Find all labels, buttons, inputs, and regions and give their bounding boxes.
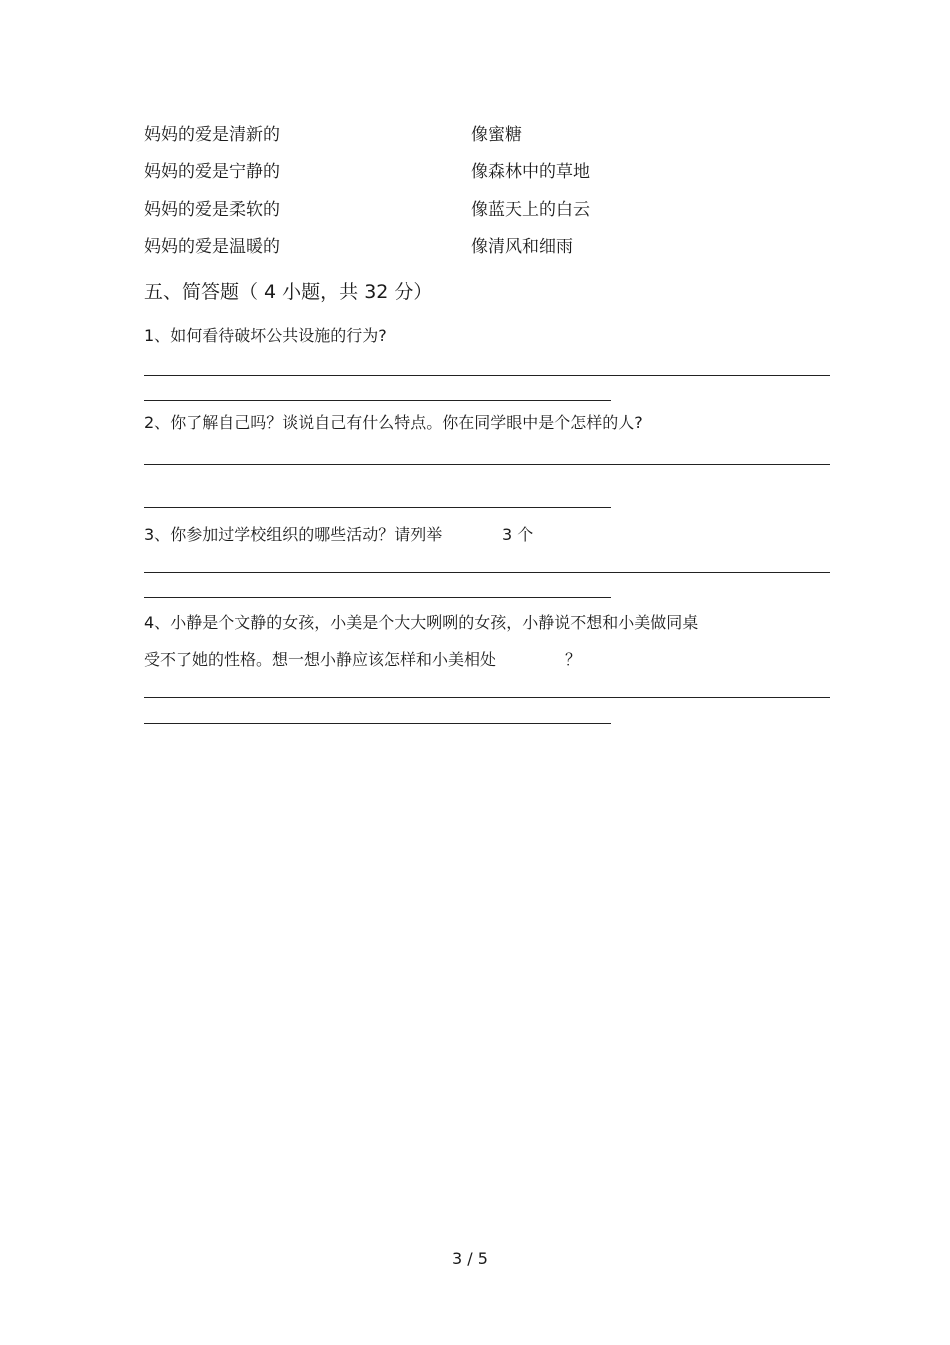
match-left-2: 妈妈的爱是宁静的 — [144, 162, 280, 182]
section-title: 五、简答题（ 4 小题，共 32 分） — [144, 281, 433, 303]
question-4-line2: 受不了她的性格。想一想小静应该怎样和小美相处 — [144, 650, 497, 669]
answer-line-3b — [144, 597, 611, 598]
question-4-text: 小静是个文静的女孩，小美是个大大咧咧的女孩，小静说不想和小美做同桌 — [170, 613, 699, 632]
question-3-text: 你参加过学校组织的哪些活动？请列举 — [170, 525, 443, 544]
match-right-2: 像森林中的草地 — [471, 162, 590, 182]
answer-line-2a — [144, 464, 830, 465]
page-number: 3 / 5 — [452, 1249, 488, 1268]
match-right-4: 像清风和细雨 — [471, 237, 573, 257]
answer-line-4a — [144, 697, 830, 698]
match-right-3: 像蓝天上的白云 — [471, 200, 590, 220]
answer-line-3a — [144, 572, 830, 573]
match-left-4: 妈妈的爱是温暖的 — [144, 237, 280, 257]
match-right-1: 像蜜糖 — [471, 125, 522, 145]
question-3 — [144, 525, 442, 545]
answer-line-4b — [144, 723, 611, 724]
question-1-number: 1、 — [144, 326, 171, 345]
match-left-1: 妈妈的爱是清新的 — [144, 125, 280, 145]
question-4 — [144, 613, 698, 633]
question-2-text: 你了解自己吗？谈说自己有什么特点。你在同学眼中是个怎样的人? — [170, 413, 643, 432]
question-4-mark: ？ — [565, 650, 582, 669]
question-1-text: 如何看待破坏公共设施的行为? — [170, 326, 387, 345]
question-4-number: 4、 — [144, 613, 171, 632]
question-1 — [144, 326, 387, 346]
question-2 — [144, 413, 643, 433]
answer-line-1b — [144, 400, 611, 401]
answer-line-2b — [144, 507, 611, 508]
answer-line-1a — [144, 375, 830, 376]
question-2-number: 2、 — [144, 413, 171, 432]
match-left-3: 妈妈的爱是柔软的 — [144, 200, 280, 220]
question-3-count: 3 个 — [502, 525, 534, 544]
question-3-number: 3、 — [144, 525, 171, 544]
